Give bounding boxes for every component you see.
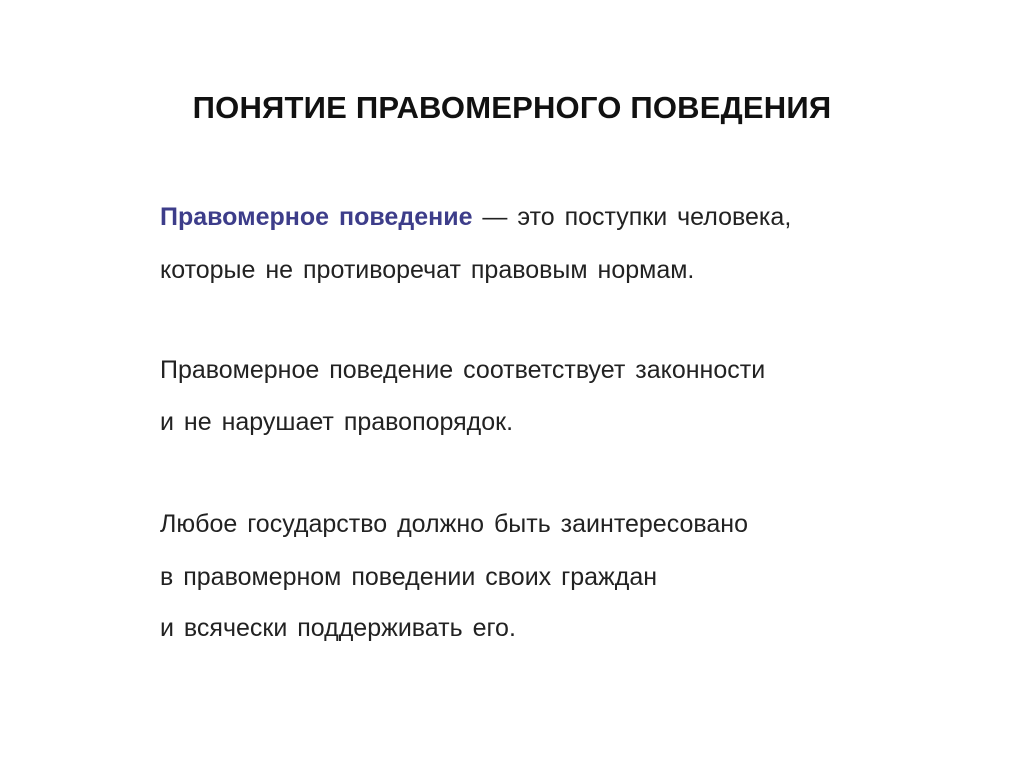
definition-term: Правомерное поведение [160, 203, 473, 231]
paragraph-2-line-1: Правомерное поведение соответствует законности [160, 356, 766, 384]
paragraph-3-line-1: Любое государство должно быть заинтересовано [160, 510, 749, 538]
paragraph-2-line-2: и не нарушает правопорядок. [160, 408, 514, 436]
definition-line-1 [160, 201, 791, 233]
paragraph-3-line-3: и всячески поддерживать его. [160, 614, 516, 642]
definition-text: — это поступки человека, [472, 203, 792, 231]
paragraph-3-line-2: в правомерном поведении своих граждан [160, 563, 658, 591]
slide-title: ПОНЯТИЕ ПРАВОМЕРНОГО ПОВЕДЕНИЯ [192, 90, 832, 125]
definition-line-2: которые не противоречат правовым нормам. [160, 256, 695, 284]
